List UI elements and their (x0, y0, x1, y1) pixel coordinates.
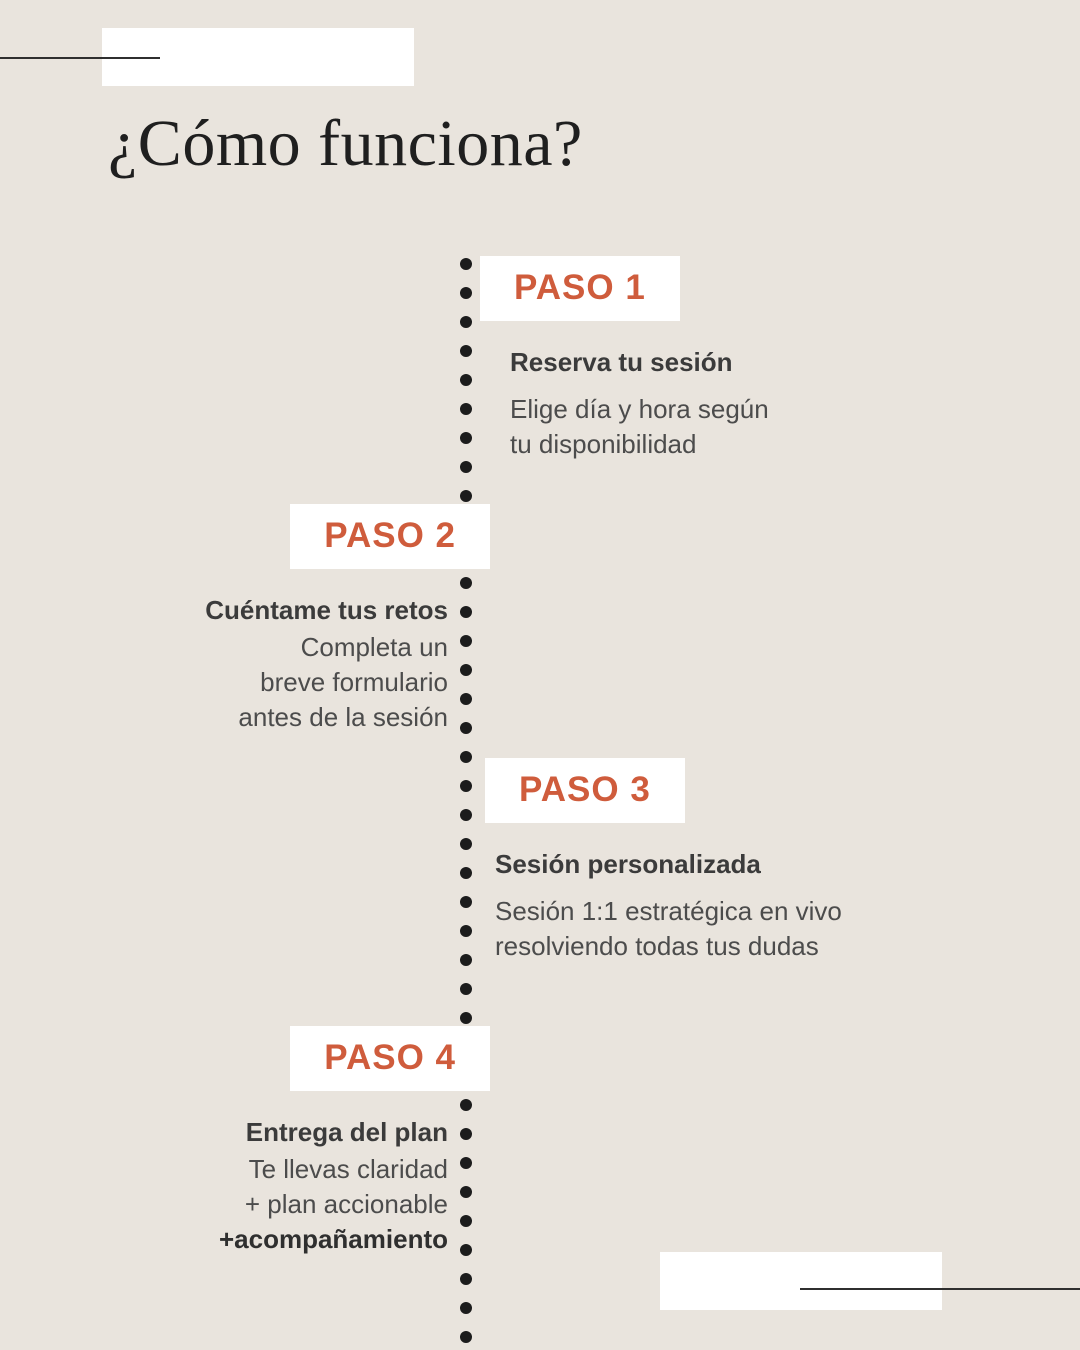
step-2-body-line: Completa un (300, 632, 448, 662)
timeline-dot (460, 1331, 472, 1343)
step-4-body-line: + plan accionable (244, 1189, 448, 1220)
page-title: ¿Cómo funciona? (108, 107, 583, 180)
step-4-body-line-bold: +acompañamiento (218, 1224, 448, 1255)
step-3-badge-row (440, 758, 980, 823)
timeline-step-4 (60, 1026, 490, 1257)
step-1-badge-row (440, 256, 960, 321)
step-2-badge: PASO 2 (290, 504, 490, 569)
timeline-dot (460, 461, 472, 473)
timeline-dot (460, 1012, 472, 1024)
step-3-heading: Sesión personalizada (495, 849, 761, 879)
timeline-step-1 (440, 256, 960, 462)
step-2-body-line: breve formulario (260, 667, 448, 698)
step-3-body (495, 894, 980, 964)
step-2-badge-row (60, 504, 490, 569)
step-4-body-line: Te llevas claridad (248, 1154, 448, 1184)
timeline-step-2 (60, 504, 490, 735)
top-left-decorative-rule (0, 57, 160, 59)
step-2-body (60, 630, 448, 735)
step-3-body-line: Sesión 1:1 estratégica en vivo (495, 896, 842, 926)
timeline-step-3 (440, 758, 980, 964)
step-3-body-line: resolviendo todas tus dudas (495, 931, 819, 962)
step-2-body-line: antes de la sesión (238, 702, 448, 733)
step-4-badge: PASO 4 (290, 1026, 490, 1091)
step-1-body (510, 392, 960, 462)
step-4-badge-row (60, 1026, 490, 1091)
step-4-body (60, 1152, 448, 1257)
step-2-heading: Cuéntame tus retos (205, 595, 448, 625)
step-1-body-line: tu disponibilidad (510, 429, 697, 460)
bottom-right-decorative-block (660, 1252, 942, 1310)
timeline-dot (460, 983, 472, 995)
step-1-body-line: Elige día y hora según (510, 394, 769, 424)
timeline-dot (460, 1273, 472, 1285)
step-4-heading: Entrega del plan (245, 1117, 448, 1147)
step-3-badge: PASO 3 (485, 758, 685, 823)
timeline-dot (460, 490, 472, 502)
step-1-heading: Reserva tu sesión (510, 347, 733, 377)
step-1-badge: PASO 1 (480, 256, 680, 321)
bottom-right-decorative-rule (800, 1288, 1080, 1290)
timeline-dot (460, 1302, 472, 1314)
